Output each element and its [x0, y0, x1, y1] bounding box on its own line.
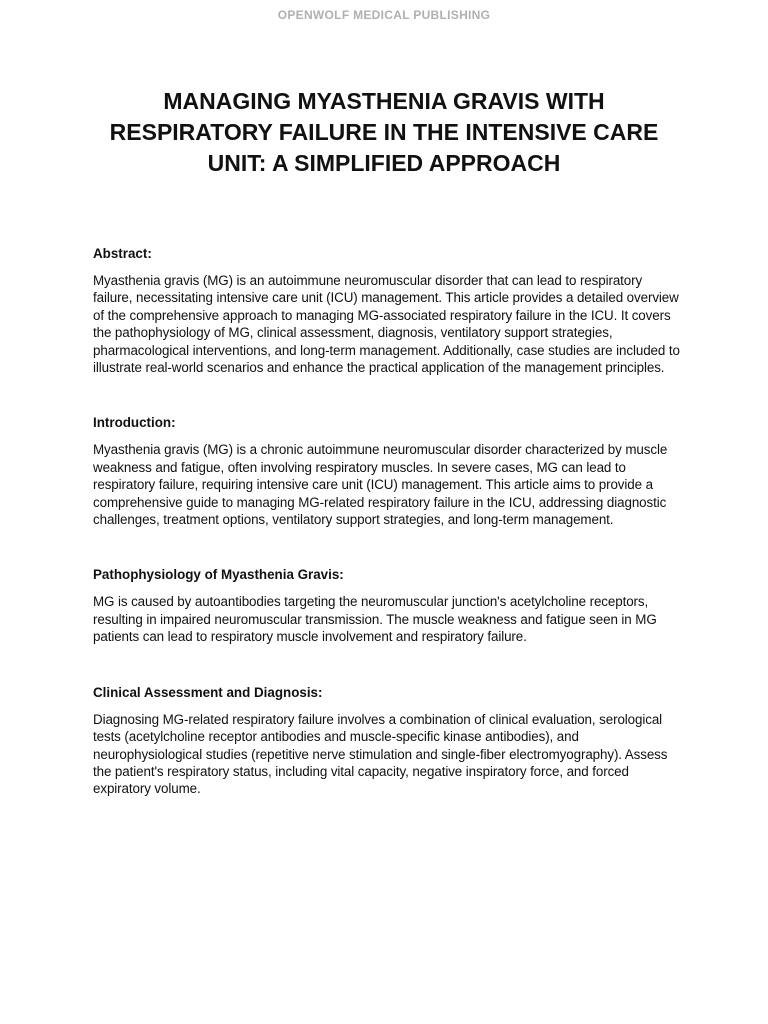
section-heading: Clinical Assessment and Diagnosis:	[93, 684, 323, 700]
section-abstract	[93, 244, 683, 376]
section-introduction	[93, 413, 683, 528]
publisher-header: OPENWOLF MEDICAL PUBLISHING	[277, 8, 491, 22]
section-body: Myasthenia gravis (MG) is an autoimmune neuromuscular disorder that can lead to respiratory failure, necessitating intensive care unit (ICU) management. This article provides a detailed overview of the comprehensive approach to managing MG-associated respiratory failure in the ICU. It covers the pathophysiology of MG, clinical assessment, diagnosis, ventilatory support strategies, pharmacological interventions, and long-term management. Additionally, case studies are included to illustrate real-world scenarios and enhance the practical application of the management principles.	[93, 273, 680, 376]
article-title: MANAGING MYASTHENIA GRAVIS WITH RESPIRATORY FAILURE IN THE INTENSIVE CARE UNIT: A SIMPLIFIED APPROACH	[109, 88, 659, 176]
article-content	[93, 244, 683, 835]
section-pathophysiology	[93, 565, 683, 645]
section-body: MG is caused by autoantibodies targeting the neuromuscular junction's acetylcholine receptors, resulting in impaired neuromuscular transmission. The muscle weakness and fatigue seen in MG patients can lead to respiratory muscle involvement and respiratory failure.	[93, 594, 657, 645]
section-clinical-assessment	[93, 683, 683, 798]
section-body: Myasthenia gravis (MG) is a chronic autoimmune neuromuscular disorder characterized by muscle weakness and fatigue, often involving respiratory muscles. In severe cases, MG can lead to respiratory failure, requiring intensive care unit (ICU) management. This article aims to provide a comprehensive guide to managing MG-related respiratory failure in the ICU, addressing diagnostic challenges, treatment options, ventilatory support strategies, and long-term management.	[93, 442, 668, 528]
section-body: Diagnosing MG-related respiratory failure involves a combination of clinical evaluation, serological tests (acetylcholine receptor antibodies and muscle-specific kinase antibodies), and neurophysiological studies (repetitive nerve stimulation and single-fiber electromyography). Assess the patient's respiratory status, including vital capacity, negative inspiratory force, and forced expiratory volume.	[93, 711, 668, 797]
section-heading: Pathophysiology of Myasthenia Gravis:	[93, 567, 344, 583]
section-heading: Abstract:	[93, 246, 152, 261]
section-heading: Introduction:	[93, 415, 176, 431]
